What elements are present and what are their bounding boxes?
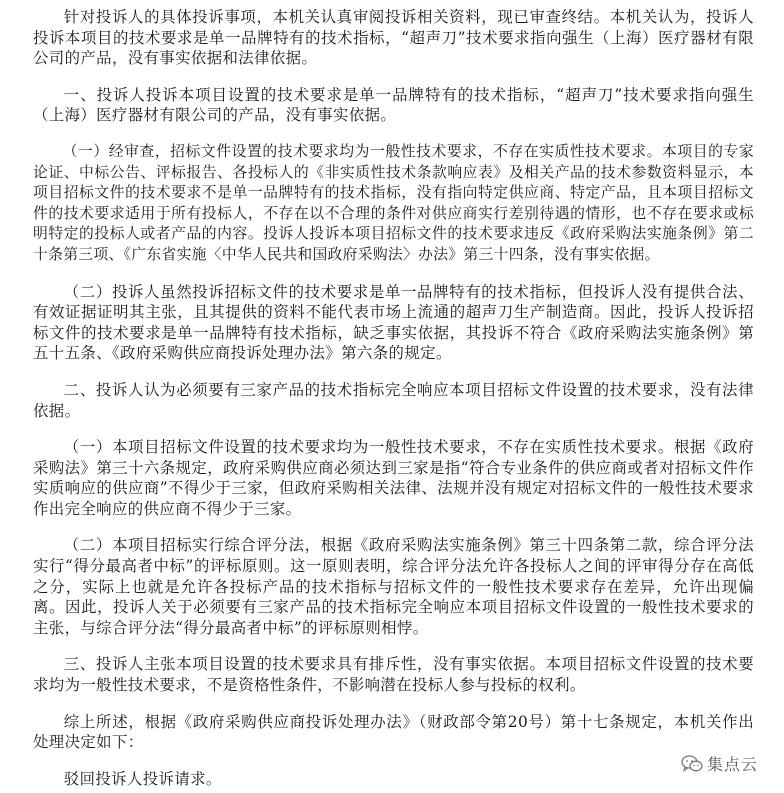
paragraph-section-2-item-1: （一）本项目招标文件设置的技术要求均为一般性技术要求，不存在实质性技术要求。根据《政府采购法》第三十六条规定，政府采购供应商必须达到三家是指“符合专业条件的供应商或者对招标文件作实质响应的供应商”不得少于三家，但政府采购相关法律、法规并没有规定对招标文件的一般性技术要求作出完全响应的供应商不得少于三家。 [33,438,754,518]
paragraph-section-3: 三、投诉人主张本项目设置的技术要求具有排斥性，没有事实依据。本项目招标文件设置的技术要求均为一般性技术要求，不是资格性条件，不影响潜在投标人参与投标的权利。 [33,655,754,695]
paragraph-section-2-item-2: （二）本项目招标实行综合评分法，根据《政府采购法实施条例》第三十四条第二款，综合评分法实行“得分最高者中标”的评标原则。这一原则表明，综合评分法允许各投标人之间的评审得分存在高低之分，实际上也就是允许各投标产品的技术指标与招标文件的一般性技术要求存在差异，允许出现偏离。因此，投诉人关于必须要有三家产品的技术指标完全响应本项目招标文件设置的一般性技术要求的主张，与综合评分法“得分最高者中标”的评标原则相悖。 [33,536,754,637]
paragraph-section-2: 二、投诉人认为必须要有三家产品的技术指标完全响应本项目招标文件设置的技术要求，没有法律依据。 [33,380,754,420]
wechat-icon [681,755,703,773]
paragraph-conclusion: 综上所述，根据《政府采购供应商投诉处理办法》（财政部令第20号）第十七条规定，本机关作出处理决定如下： [33,712,754,752]
paragraph-section-1: 一、投诉人投诉本项目设置的技术要求是单一品牌特有的技术指标，“超声刀”技术要求指向强生（上海）医疗器材有限公司的产品，没有事实依据。 [33,85,754,125]
paragraph-decision: 驳回投诉人投诉请求。 [63,769,222,788]
paragraph-section-1-item-2: （二）投诉人虽然投诉招标文件的技术要求是单一品牌特有的技术指标，但投诉人没有提供合法、有效证据证明其主张，且其提供的资料不能代表市场上流通的超声刀生产制造商。因此，投诉人投诉招标文件的技术要求是单一品牌特有技术指标，缺乏事实依据，其投诉不符合《政府采购法实施条例》第五十五条、《政府采购供应商投诉处理办法》第六条的规定。 [33,282,754,363]
paragraph-intro: 针对投诉人的具体投诉事项，本机关认真审阅投诉相关资料，现已审查终结。本机关认为，投诉人投诉本项目的技术要求是单一品牌特有的技术指标，“超声刀”技术要求指向强生（上海）医疗器材有限公司的产品，没有事实依据和法律依据。 [33,8,754,68]
paragraph-section-1-item-1: （一）经审查，招标文件设置的技术要求均为一般性技术要求，不存在实质性技术要求。本项目的专家论证、中标公告、评标报告、各投标人的《非实质性技术条款响应表》及相关产品的技术参数资料显示，本项目招标文件的技术要求不是单一品牌特有的技术指标，没有指向特定供应商、特定产品，且本项目招标文件的技术要求适用于所有投标人，不存在以不合理的条件对供应商实行差别待遇的情形，也不存在要求或标明特定的投标人或者产品的内容。投诉人投诉本项目招标文件的技术要求违反《政府采购法实施条例》第二十条第三项、《广东省实施〈中华人民共和国政府采购法〉办法》第三十四条，没有事实依据。 [33,142,754,263]
watermark [679,752,760,775]
watermark-text: 集点云 [706,755,758,774]
